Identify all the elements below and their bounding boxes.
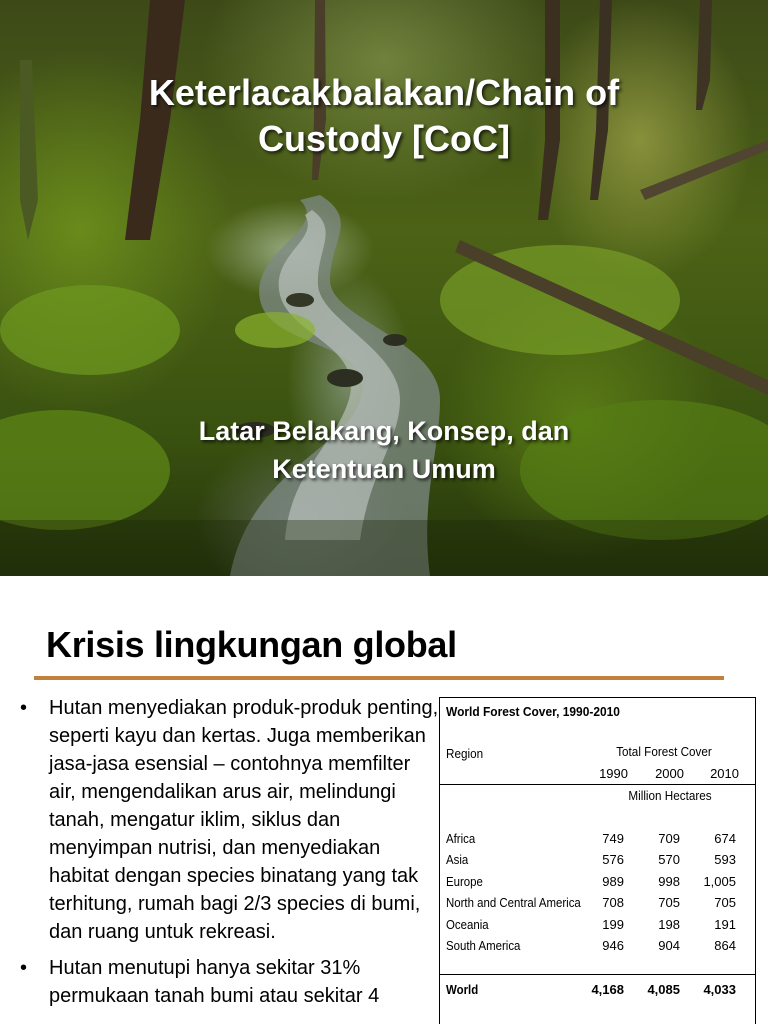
table-row [440,852,755,873]
table-title: World Forest Cover, 1990-2010 [446,704,620,719]
region-header: Region [446,746,484,761]
value-1990: 4,168 [591,982,624,997]
region-name: North and Central America [446,895,581,910]
region-name: Asia [446,852,469,867]
value-2000: 570 [658,852,680,867]
total-rule [440,974,755,975]
value-2010: 864 [714,938,736,953]
region-name: South America [446,938,521,953]
year-header: 2010 [710,766,739,781]
slide-title: Krisis lingkungan global [46,624,457,665]
table-total-row [440,982,755,1003]
bullet-text: Hutan menyediakan produk-produk penting, seperti kayu dan kertas. Juga memberikan jasa-jasa esensial – contohnya memfilter air, mengendalikan arus air, melindungi tanah, mengatur iklim, siklus dan menyimpan nutrisi, dan menyediakan habitat dengan species binatang yang tak terhitung, rumah bagi 2/3 species di bumi, dan ruang untuk rekreasi. [49,697,439,943]
value-1990: 199 [602,917,624,932]
year-header: 1990 [599,766,628,781]
content-slide [0,576,768,1024]
value-2000: 998 [658,874,680,889]
presentation-subtitle: Latar Belakang, Konsep, dan Ketentuan Umum [198,416,570,484]
title-divider [34,676,724,680]
total-forest-cover-header: Total Forest Cover [616,744,712,759]
value-2010: 191 [714,917,736,932]
bullet-item [20,954,440,1010]
bullet-text: Hutan menutupi hanya sekitar 31% permukaan tanah bumi atau sekitar 4 [49,957,380,1007]
year-header: 2000 [655,766,684,781]
table-row [440,938,755,959]
value-2000: 709 [658,831,680,846]
forest-cover-table [439,697,756,1024]
value-2000: 705 [658,895,680,910]
bullet-item [20,694,440,946]
region-name: Europe [446,874,483,889]
region-name: Africa [446,831,476,846]
value-1990: 708 [602,895,624,910]
table-row [440,831,755,852]
value-2000: 198 [658,917,680,932]
value-1990: 946 [602,938,624,953]
unit-label: Million Hectares [628,788,712,803]
bullet-icon: • [20,697,28,719]
value-2010: 4,033 [703,982,736,997]
region-name: World [446,982,479,997]
value-2000: 904 [658,938,680,953]
header-rule [440,784,755,785]
value-1990: 989 [602,874,624,889]
bullet-icon: • [20,957,28,979]
value-2010: 1,005 [703,874,736,889]
table-row [440,874,755,895]
bullet-list [20,694,440,1018]
value-2010: 674 [714,831,736,846]
table-row [440,895,755,916]
value-2000: 4,085 [647,982,680,997]
value-2010: 593 [714,852,736,867]
value-2010: 705 [714,895,736,910]
region-name: Oceania [446,917,489,932]
presentation-title: Keterlacakbalakan/Chain of Custody [CoC] [148,72,620,159]
table-row [440,917,755,938]
value-1990: 749 [602,831,624,846]
value-1990: 576 [602,852,624,867]
